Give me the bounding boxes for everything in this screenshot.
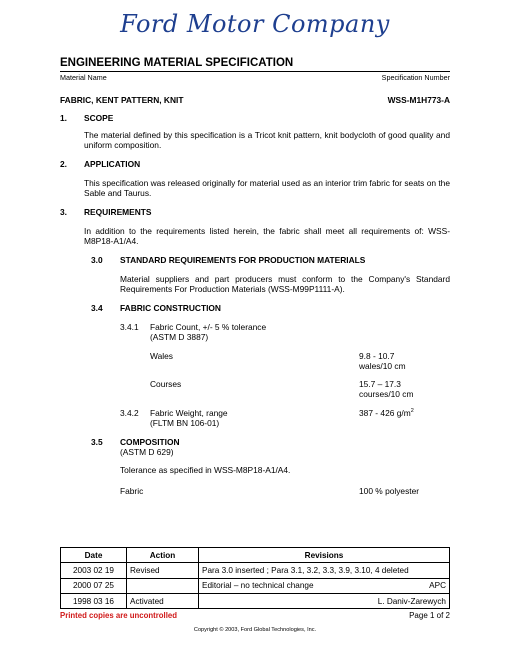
section-3-4-number: 3.4 [91, 303, 103, 313]
revision-description: Para 3.0 inserted ; Para 3.1, 3.2, 3.3, 3.9, 3.10, 4 deleted [199, 563, 450, 578]
table-row [61, 578, 450, 593]
copyright-notice: Copyright © 2003, Ford Global Technologies, Inc. [193, 627, 317, 633]
section-1-text: The material defined by this specification is a Tricot knit pattern, knit bodycloth of good quality and uniform composition. [84, 130, 450, 151]
composition-method: (ASTM D 629) [120, 447, 174, 457]
section-3-0-number: 3.0 [91, 255, 103, 265]
section-3-number: 3. [60, 207, 67, 217]
section-3-4-1-number: 3.4.1 [120, 322, 139, 332]
section-3-5-title: COMPOSITION [120, 437, 180, 447]
tolerance-text: Tolerance as specified in WSS-M8P18-A1/A4. [120, 465, 291, 475]
document-title: ENGINEERING MATERIAL SPECIFICATION [60, 57, 294, 69]
revision-date: 1998 03 16 [61, 593, 127, 608]
revision-date: 2003 02 19 [61, 563, 127, 578]
revision-action: Revised [127, 563, 199, 578]
section-1-title: SCOPE [84, 113, 114, 123]
courses-unit: courses/10 cm [359, 389, 414, 399]
section-2-number: 2. [60, 159, 67, 169]
uncontrolled-warning: Printed copies are uncontrolled [60, 611, 177, 620]
section-3-5-number: 3.5 [91, 437, 103, 447]
wales-value: 9.8 - 10.7 [359, 351, 395, 361]
fabric-composition-value: 100 % polyester [359, 486, 420, 496]
revisions-column-header: Revisions [199, 548, 450, 563]
section-3-title: REQUIREMENTS [84, 207, 152, 217]
action-column-header: Action [127, 548, 199, 563]
section-3-0-title: STANDARD REQUIREMENTS FOR PRODUCTION MATERIALS [120, 255, 366, 265]
page-number: Page 1 of 2 [409, 611, 450, 620]
revision-description: Editorial – no technical change APC [199, 578, 450, 593]
wales-unit: wales/10 cm [359, 361, 406, 371]
material-name-label: Material Name [60, 73, 107, 82]
revisions-header-row [61, 548, 450, 563]
section-2-title: APPLICATION [84, 159, 141, 169]
fabric-weight-label: Fabric Weight, range [150, 408, 228, 418]
revision-action [127, 578, 199, 593]
courses-value: 15.7 – 17.3 [359, 379, 401, 389]
spec-number: WSS-M1H773-A [387, 95, 450, 105]
section-3-text: In addition to the requirements listed herein, the fabric shall meet all requirements of: WSS-M8P18-A1/A4. [84, 226, 450, 247]
fabric-weight-method: (FLTM BN 106-01) [150, 418, 220, 428]
fabric-weight-value: 387 - 426 $g/m^2$ [359, 408, 414, 418]
ford-logo: Ford Motor Company [120, 10, 390, 38]
table-row [61, 593, 450, 608]
table-row [61, 563, 450, 578]
section-3-4-title: FABRIC CONSTRUCTION [120, 303, 221, 313]
date-column-header: Date [61, 548, 127, 563]
revision-date: 2000 07 25 [61, 578, 127, 593]
wales-label: Wales [150, 351, 173, 361]
section-2-text: This specification was released originally for material used as an interior trim fabric for seats on the Sable and Taurus. [84, 178, 450, 199]
section-3-0-text: Material suppliers and part producers must conform to the Company's Standard Requirements For Production Materials (WSS-M99P1111-A). [120, 274, 450, 295]
revision-description: L. Daniv-Zarewych [199, 593, 450, 608]
fabric-label: Fabric [120, 486, 144, 496]
courses-label: Courses [150, 379, 182, 389]
fabric-count-label: Fabric Count, +/- 5 % tolerance [150, 322, 267, 332]
fabric-count-method: (ASTM D 3887) [150, 332, 209, 342]
revision-action: Activated [127, 593, 199, 608]
material-name: FABRIC, KENT PATTERN, KNIT [60, 95, 184, 105]
section-3-4-2-number: 3.4.2 [120, 408, 139, 418]
spec-number-label: Specification Number [381, 73, 450, 82]
title-rule [60, 71, 450, 72]
revisions-table [60, 547, 450, 609]
section-1-number: 1. [60, 113, 67, 123]
